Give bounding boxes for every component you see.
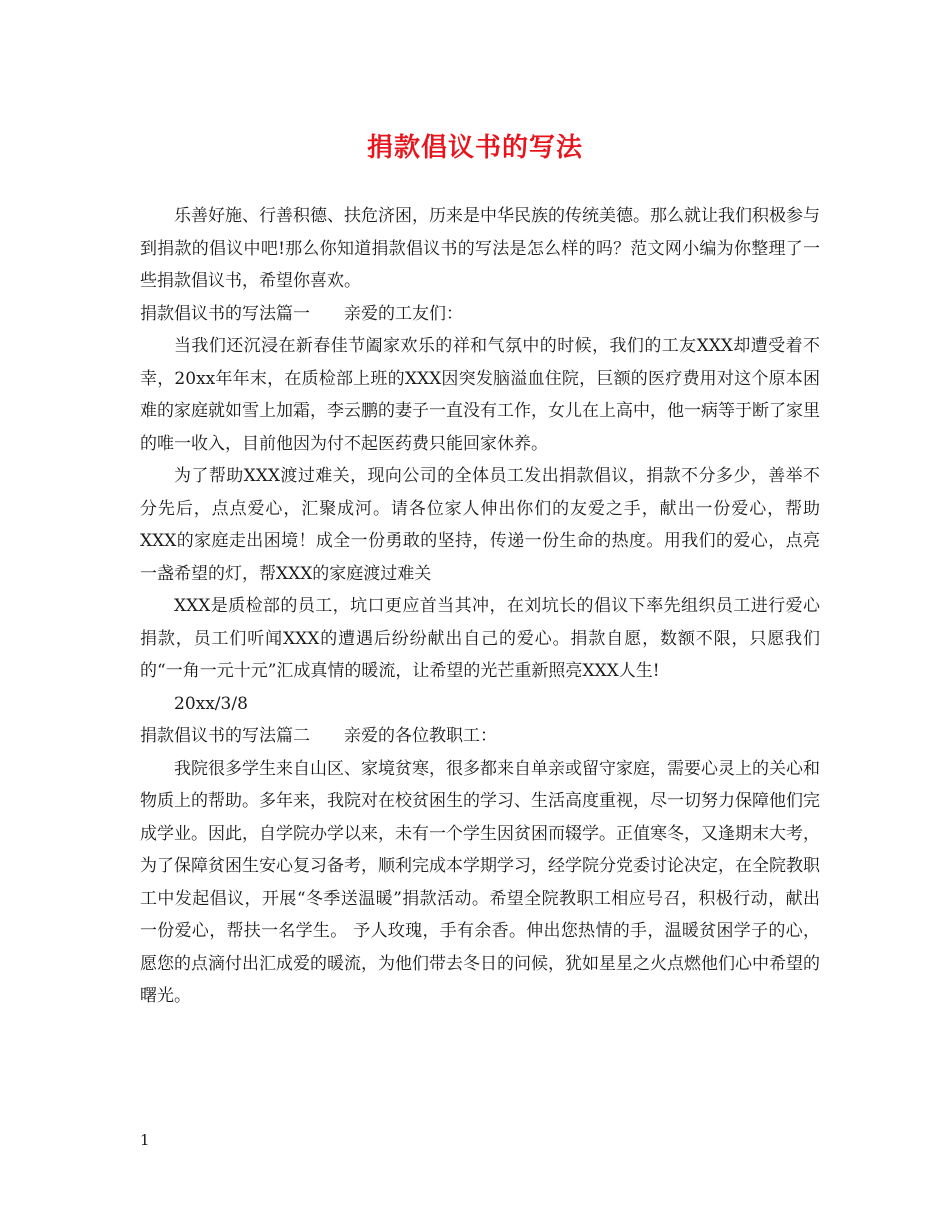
document-body [140, 200, 820, 1013]
section-heading-two: 捐款倡议书的写法篇二 亲爱的各位教职工： [140, 726, 497, 746]
body-paragraph: XXX是质检部的员工，坑口更应首当其冲，在刘坑长的倡议下率先组织员工进行爱心捐款，员工们听闻XXX的遭遇后纷纷献出自己的爱心。捐款自愿，数额不限，只愿我们的“一角一元十元”汇成真情的暖流，让希望的光芒重新照亮XXX人生! [140, 596, 820, 681]
body-paragraph: 我院很多学生来自山区、家境贫寒，很多都来自单亲或留守家庭，需要心灵上的关心和物质上的帮助。多年来，我院对在校贫困生的学习、生活高度重视，尽一切努力保障他们完成学业。因此，自学院办学以来，未有一个学生因贫困而辍学。正值寒冬，又逢期末大考，为了保障贫困生安心复习备考，顺利完成本学期学习，经学院分党委讨论决定，在全院教职工中发起倡议，开展“冬季送温暖”捐款活动。希望全院教职工相应号召，积极行动，献出一份爱心，帮扶一名学生。 予人玫瑰，手有余香。伸出您热情的手，温暖贫困学子的心，愿您的点滴付出汇成爱的暖流，为他们带去冬日的问候，犹如星星之火点燃他们心中希望的曙光。 [140, 758, 820, 1006]
page-number: 1 [140, 1131, 150, 1149]
body-paragraph: 当我们还沉浸在新春佳节阖家欢乐的祥和气氛中的时候，我们的工友XXX却遭受着不幸，20xx年年末，在质检部上班的XXX因突发脑溢血住院，巨额的医疗费用对这个原本困难的家庭就如雪上加霜，李云鹏的妻子一直没有工作，女儿在上高中，他一病等于断了家里的唯一收入，目前他因为付不起医药费只能回家休养。 [140, 336, 820, 454]
intro-paragraph: 乐善好施、行善积德、扶危济困，历来是中华民族的传统美德。那么就让我们积极参与到捐款的倡议中吧!那么你知道捐款倡议书的写法是怎么样的吗？范文网小编为你整理了一些捐款倡议书，希望你喜欢。 [140, 206, 820, 291]
body-paragraph: 为了帮助XXX渡过难关，现向公司的全体员工发出捐款倡议，捐款不分多少，善举不分先后，点点爱心，汇聚成河。请各位家人伸出你们的友爱之手，献出一份爱心，帮助XXX的家庭走出困境！成全一份勇敢的坚持，传递一份生命的热度。用我们的爱心，点亮一盏希望的灯，帮XXX的家庭渡过难关 [140, 466, 820, 584]
date-line: 20xx/3/8 [174, 693, 248, 714]
document-title: 捐款倡议书的写法 [366, 133, 583, 163]
section-heading-one: 捐款倡议书的写法篇一 亲爱的工友们： [140, 303, 463, 324]
